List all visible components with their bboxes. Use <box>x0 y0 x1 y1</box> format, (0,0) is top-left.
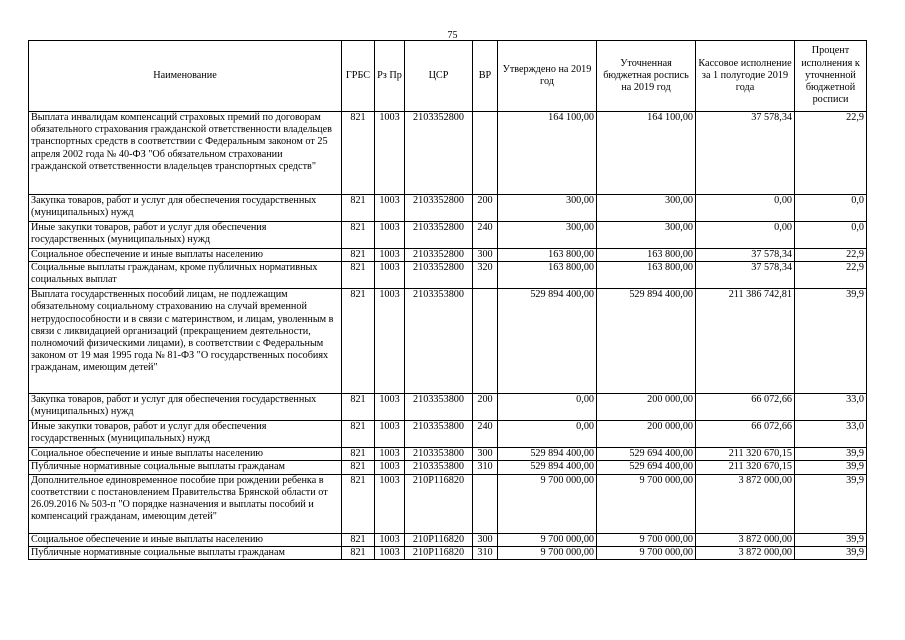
table-row <box>29 249 867 262</box>
cell-grbs: 821 <box>342 262 375 289</box>
cell-name: Закупка товаров, работ и услуг для обеспечения государственных (муниципальных) нужд <box>29 394 342 421</box>
cell-approved: 0,00 <box>498 394 597 421</box>
cell-refined: 529 694 400,00 <box>597 461 696 474</box>
cell-rzpr: 1003 <box>375 112 405 195</box>
cell-refined: 9 700 000,00 <box>597 546 696 559</box>
cell-rzpr: 1003 <box>375 533 405 546</box>
cell-csr: 2103353800 <box>405 461 473 474</box>
cell-cash: 3 872 000,00 <box>696 474 795 533</box>
cell-csr: 2103352800 <box>405 222 473 249</box>
cell-name: Социальные выплаты гражданам, кроме публичных нормативных социальных выплат <box>29 262 342 289</box>
cell-csr: 210P116820 <box>405 474 473 533</box>
cell-grbs: 821 <box>342 249 375 262</box>
cell-cash: 66 072,66 <box>696 421 795 448</box>
cell-grbs: 821 <box>342 533 375 546</box>
cell-grbs: 821 <box>342 222 375 249</box>
cell-grbs: 821 <box>342 394 375 421</box>
cell-percent: 22,9 <box>795 249 867 262</box>
cell-rzpr: 1003 <box>375 461 405 474</box>
cell-refined: 163 800,00 <box>597 262 696 289</box>
cell-name: Иные закупки товаров, работ и услуг для обеспечения государственных (муниципальных) нужд <box>29 421 342 448</box>
table-row <box>29 421 867 448</box>
cell-csr: 2103352800 <box>405 262 473 289</box>
cell-percent: 0,0 <box>795 222 867 249</box>
cell-refined: 529 694 400,00 <box>597 448 696 461</box>
cell-vr: 320 <box>473 262 498 289</box>
cell-percent: 39,9 <box>795 533 867 546</box>
cell-percent: 39,9 <box>795 448 867 461</box>
cell-csr: 2103353800 <box>405 289 473 394</box>
cell-percent: 33,0 <box>795 394 867 421</box>
cell-rzpr: 1003 <box>375 421 405 448</box>
header-refined: Уточненная бюджетная роспись на 2019 год <box>597 41 696 112</box>
table-row <box>29 448 867 461</box>
cell-approved: 164 100,00 <box>498 112 597 195</box>
cell-approved: 163 800,00 <box>498 249 597 262</box>
cell-percent: 22,9 <box>795 262 867 289</box>
cell-refined: 164 100,00 <box>597 112 696 195</box>
cell-csr: 2103352800 <box>405 112 473 195</box>
cell-rzpr: 1003 <box>375 262 405 289</box>
cell-refined: 163 800,00 <box>597 249 696 262</box>
cell-cash: 37 578,34 <box>696 249 795 262</box>
cell-csr: 2103352800 <box>405 249 473 262</box>
header-cash: Кассовое исполнение за 1 полугодие 2019 года <box>696 41 795 112</box>
cell-refined: 300,00 <box>597 195 696 222</box>
cell-percent: 39,9 <box>795 461 867 474</box>
table-header-row <box>29 41 867 112</box>
cell-cash: 3 872 000,00 <box>696 533 795 546</box>
cell-vr: 300 <box>473 249 498 262</box>
cell-rzpr: 1003 <box>375 394 405 421</box>
cell-csr: 2103353800 <box>405 421 473 448</box>
cell-name: Публичные нормативные социальные выплаты гражданам <box>29 461 342 474</box>
cell-vr: 240 <box>473 222 498 249</box>
cell-refined: 529 894 400,00 <box>597 289 696 394</box>
cell-csr: 210P116820 <box>405 546 473 559</box>
cell-name: Иные закупки товаров, работ и услуг для обеспечения государственных (муниципальных) нужд <box>29 222 342 249</box>
table-row <box>29 289 867 394</box>
header-vr: ВР <box>473 41 498 112</box>
table-row <box>29 394 867 421</box>
cell-name: Закупка товаров, работ и услуг для обеспечения государственных (муниципальных) нужд <box>29 195 342 222</box>
cell-rzpr: 1003 <box>375 289 405 394</box>
page-number: 75 <box>447 30 458 41</box>
cell-grbs: 821 <box>342 461 375 474</box>
cell-cash: 211 386 742,81 <box>696 289 795 394</box>
cell-approved: 529 894 400,00 <box>498 289 597 394</box>
table-row <box>29 262 867 289</box>
table-row <box>29 533 867 546</box>
cell-percent: 39,9 <box>795 474 867 533</box>
cell-approved: 300,00 <box>498 222 597 249</box>
cell-cash: 211 320 670,15 <box>696 461 795 474</box>
header-csr: ЦСР <box>405 41 473 112</box>
cell-grbs: 821 <box>342 448 375 461</box>
cell-percent: 0,0 <box>795 195 867 222</box>
budget-table <box>28 40 867 560</box>
cell-name: Социальное обеспечение и иные выплаты населению <box>29 533 342 546</box>
header-rzpr: Рз Пр <box>375 41 405 112</box>
cell-refined: 9 700 000,00 <box>597 533 696 546</box>
cell-approved: 529 894 400,00 <box>498 448 597 461</box>
cell-vr: 200 <box>473 394 498 421</box>
cell-cash: 37 578,34 <box>696 262 795 289</box>
cell-percent: 33,0 <box>795 421 867 448</box>
cell-percent: 39,9 <box>795 289 867 394</box>
cell-csr: 2103353800 <box>405 394 473 421</box>
cell-rzpr: 1003 <box>375 546 405 559</box>
cell-cash: 0,00 <box>696 195 795 222</box>
cell-csr: 2103352800 <box>405 195 473 222</box>
cell-approved: 529 894 400,00 <box>498 461 597 474</box>
table-row <box>29 195 867 222</box>
cell-rzpr: 1003 <box>375 222 405 249</box>
cell-vr: 300 <box>473 533 498 546</box>
header-grbs: ГРБС <box>342 41 375 112</box>
cell-rzpr: 1003 <box>375 249 405 262</box>
table-row <box>29 461 867 474</box>
cell-name: Социальное обеспечение и иные выплаты населению <box>29 448 342 461</box>
cell-grbs: 821 <box>342 421 375 448</box>
cell-vr: 310 <box>473 461 498 474</box>
cell-vr <box>473 112 498 195</box>
cell-csr: 2103353800 <box>405 448 473 461</box>
table-row <box>29 546 867 559</box>
cell-name: Дополнительное единовременное пособие при рождении ребенка в соответствии с постановлением Правительства Брянской области от 26.09.2016 № 503-п "О порядке назначения и выплаты пособий и компенсаций гражданам, имеющим детей" <box>29 474 342 533</box>
cell-vr: 240 <box>473 421 498 448</box>
cell-csr: 210P116820 <box>405 533 473 546</box>
table-row <box>29 474 867 533</box>
cell-percent: 22,9 <box>795 112 867 195</box>
cell-vr <box>473 289 498 394</box>
cell-name: Выплата государственных пособий лицам, не подлежащим обязательному социальному страхованию на случай временной нетрудоспособности и в связи с материнством, и лицам, уволенным в связи с ликвидацией организаций (прекращением деятельности, полномочий физическими лицами), в соответствии с Федеральным законом от 19 мая 1995 года № 81-ФЗ "О государственных пособиях гражданам, имеющим детей" <box>29 289 342 394</box>
cell-rzpr: 1003 <box>375 474 405 533</box>
cell-name: Публичные нормативные социальные выплаты гражданам <box>29 546 342 559</box>
table-row <box>29 112 867 195</box>
cell-approved: 9 700 000,00 <box>498 533 597 546</box>
cell-rzpr: 1003 <box>375 448 405 461</box>
cell-grbs: 821 <box>342 474 375 533</box>
cell-grbs: 821 <box>342 195 375 222</box>
cell-rzpr: 1003 <box>375 195 405 222</box>
cell-vr: 200 <box>473 195 498 222</box>
cell-approved: 9 700 000,00 <box>498 546 597 559</box>
cell-refined: 300,00 <box>597 222 696 249</box>
table-row <box>29 222 867 249</box>
cell-refined: 200 000,00 <box>597 421 696 448</box>
cell-grbs: 821 <box>342 289 375 394</box>
cell-approved: 163 800,00 <box>498 262 597 289</box>
cell-vr: 310 <box>473 546 498 559</box>
cell-refined: 9 700 000,00 <box>597 474 696 533</box>
cell-vr <box>473 474 498 533</box>
cell-approved: 9 700 000,00 <box>498 474 597 533</box>
cell-cash: 37 578,34 <box>696 112 795 195</box>
cell-grbs: 821 <box>342 546 375 559</box>
cell-cash: 66 072,66 <box>696 394 795 421</box>
cell-grbs: 821 <box>342 112 375 195</box>
cell-vr: 300 <box>473 448 498 461</box>
header-approved: Утверждено на 2019 год <box>498 41 597 112</box>
cell-name: Выплата инвалидам компенсаций страховых премий по договорам обязательного страхования гражданской ответственности владельцев транспортных средств в соответствии с Федеральным законом от 25 апреля 2002 года № 40-ФЗ "Об обязательном страховании гражданской ответственности владельцев транспортных средств" <box>29 112 342 195</box>
cell-cash: 0,00 <box>696 222 795 249</box>
cell-approved: 300,00 <box>498 195 597 222</box>
cell-refined: 200 000,00 <box>597 394 696 421</box>
cell-cash: 3 872 000,00 <box>696 546 795 559</box>
cell-percent: 39,9 <box>795 546 867 559</box>
header-percent: Процент исполнения к уточненной бюджетной росписи <box>795 41 867 112</box>
cell-approved: 0,00 <box>498 421 597 448</box>
header-name: Наименование <box>29 41 342 112</box>
cell-name: Социальное обеспечение и иные выплаты населению <box>29 249 342 262</box>
cell-cash: 211 320 670,15 <box>696 448 795 461</box>
